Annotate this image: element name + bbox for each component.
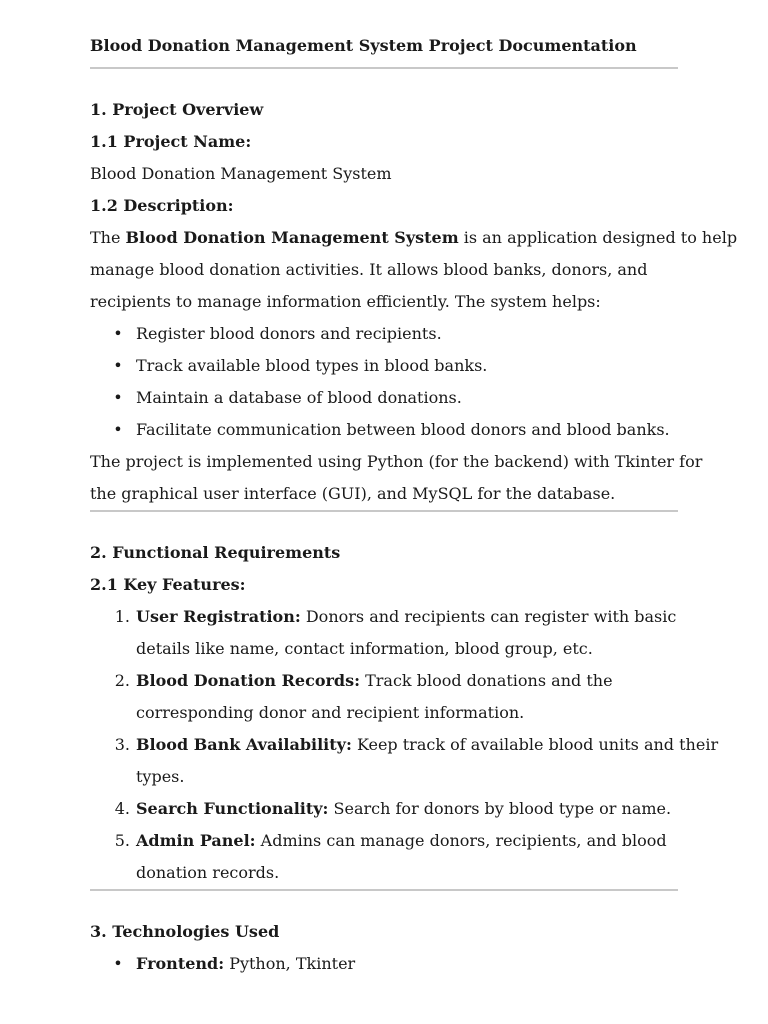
list-item-continuation: corresponding donor and recipient information.	[136, 703, 525, 722]
list-item-continuation: donation records.	[136, 863, 280, 882]
section-3-heading: 3. Technologies Used	[90, 922, 280, 941]
implementation-line-2: the graphical user interface (GUI), and MySQL for the database.	[90, 484, 616, 503]
list-item: • Frontend: Python, Tkinter	[90, 948, 678, 980]
divider	[90, 510, 678, 512]
key-features-heading: 2.1 Key Features:	[90, 575, 246, 594]
bullet-icon: •	[113, 388, 123, 407]
list-item: 3. Blood Bank Availability: Keep track of available blood units and their	[114, 735, 719, 754]
divider	[90, 889, 678, 891]
description-line-3: recipients to manage information efficiently. The system helps:	[90, 292, 601, 311]
key-features-list	[90, 601, 719, 889]
document-title: Blood Donation Management System Project Documentation	[90, 36, 637, 55]
section-2-heading: 2. Functional Requirements	[90, 543, 341, 562]
description-line-1	[90, 222, 738, 254]
bullet-icon: •	[113, 420, 123, 439]
list-item-continuation: details like name, contact information, blood group, etc.	[136, 639, 593, 658]
bullet-icon: •	[113, 356, 123, 375]
list-item: 1. User Registration: Donors and recipients can register with basic	[114, 607, 677, 626]
list-item: • Maintain a database of blood donations.	[90, 382, 678, 414]
list-item: • Track available blood types in blood banks.	[90, 350, 678, 382]
description-line-2: manage blood donation activities. It allows blood banks, donors, and	[90, 260, 648, 279]
implementation-line-1: The project is implemented using Python (for the backend) with Tkinter for	[90, 452, 703, 471]
description-line-1-rest: is an application designed to help	[458, 228, 738, 247]
section-1-heading: 1. Project Overview	[90, 100, 264, 119]
list-item: 4. Search Functionality: Search for donors by blood type or name.	[114, 799, 672, 818]
description-heading: 1.2 Description:	[90, 196, 234, 215]
list-item: • Register blood donors and recipients.	[90, 318, 678, 350]
system-helps-list	[90, 318, 678, 446]
list-item: • Facilitate communication between blood donors and blood banks.	[90, 414, 678, 446]
technologies-list	[90, 948, 678, 980]
divider	[90, 67, 678, 69]
list-item: 2. Blood Donation Records: Track blood donations and the	[114, 671, 613, 690]
bullet-icon: •	[113, 954, 123, 973]
list-item: 5. Admin Panel: Admins can manage donors, recipients, and blood	[114, 831, 667, 850]
description-prefix: The	[90, 228, 126, 247]
list-item-continuation: types.	[136, 767, 185, 786]
project-name-value: Blood Donation Management System	[90, 164, 392, 183]
project-name-heading: 1.1 Project Name:	[90, 132, 252, 151]
bullet-icon: •	[113, 324, 123, 343]
description-system-name: Blood Donation Management System	[125, 228, 459, 247]
